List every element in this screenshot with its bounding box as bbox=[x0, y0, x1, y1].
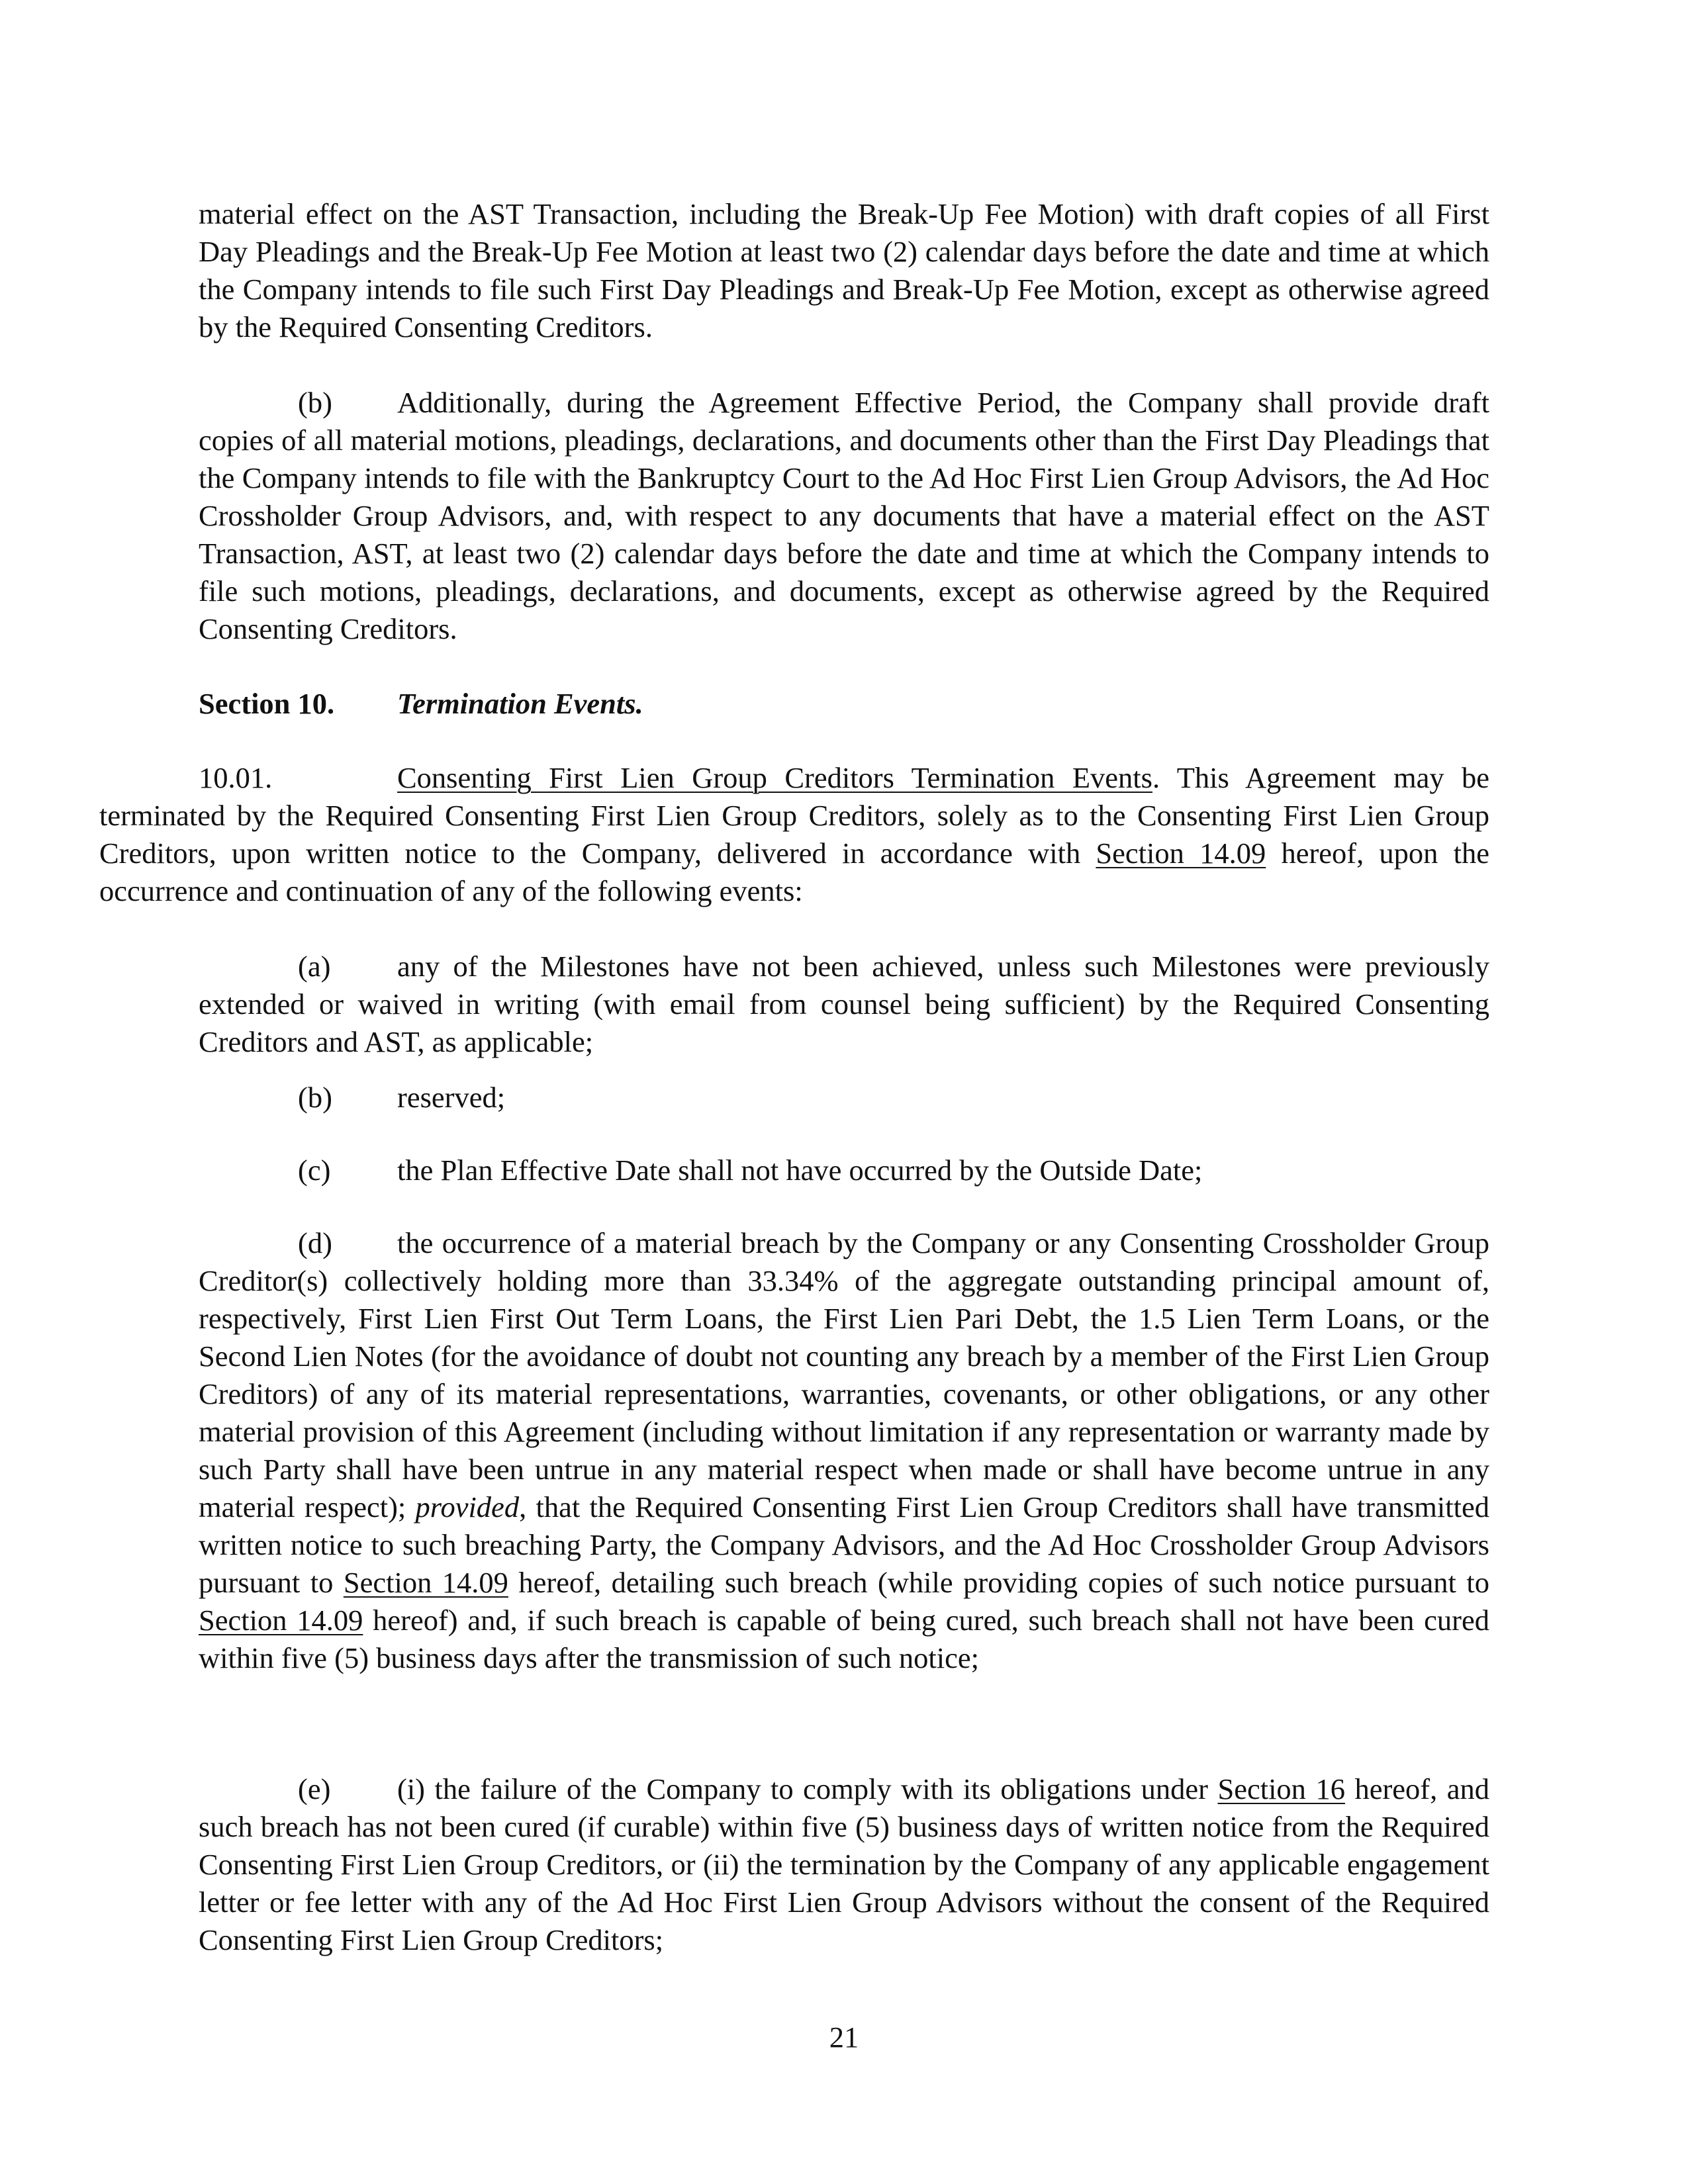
item-d bbox=[199, 1224, 1489, 1677]
section-title: Termination Events. bbox=[397, 687, 643, 720]
subsection-title: Consenting First Lien Group Creditors Termination Events bbox=[397, 761, 1152, 794]
subsection-number: 10.01. bbox=[199, 761, 273, 794]
subsection-text-b: hereof, upon the occurrence and continuation of any of the following events: bbox=[99, 837, 1489, 907]
section-reference: Section 14.09 bbox=[1096, 837, 1266, 870]
item-label: (e) bbox=[298, 1772, 331, 1805]
paragraph-text: Additionally, during the Agreement Effective Period, the Company shall provide draft copies of all material motions, pleadings, declarations, and documents other than the First Day Pleadings that the Company intends to file with the Bankruptcy Court to the Ad Hoc First Lien Group Advisors, the Ad Hoc Crossholder Group Advisors, and, with respect to any documents that have a material effect on the AST Transaction, AST, at least two (2) calendar days before the date and time at which the Company intends to file such motions, pleadings, declarations, and documents, except as otherwise agreed by the Required Consenting Creditors. bbox=[199, 386, 1489, 645]
item-label: (d) bbox=[298, 1226, 332, 1259]
item-text: reserved; bbox=[397, 1081, 506, 1114]
provided-term: provided bbox=[415, 1490, 520, 1524]
page-number: 21 bbox=[829, 2021, 859, 2054]
item-text-b: hereof, and such breach has not been cured (if curable) within five (5) business days of written notice from the Required Consenting First Lien Group Creditors, or (ii) the termination by the Company of any applicable engagement letter or fee letter with any of the Ad Hoc First Lien Group Advisors without the consent of the Required Consenting First Lien Group Creditors; bbox=[199, 1772, 1489, 1956]
paragraph-label: (b) bbox=[298, 386, 332, 419]
item-text-b: , that the Required Consenting First Lien Group Creditors shall have transmitted written notice to such breaching Party, the Company Advisors, and the Ad Hoc Crossholder Group Advisors pursuant to bbox=[199, 1490, 1489, 1599]
item-text-a: (i) the failure of the Company to comply with its obligations under bbox=[397, 1772, 1218, 1805]
subsection-text-a: . This Agreement may be terminated by the Required Consenting First Lien Group Creditors, solely as to the Consenting First Lien Group Creditors, upon written notice to the Company, delivered in accordance with bbox=[99, 761, 1490, 870]
item-label: (a) bbox=[298, 950, 331, 983]
paragraph-b bbox=[199, 384, 1489, 648]
section-reference: Section 16 bbox=[1217, 1772, 1345, 1805]
item-label: (b) bbox=[298, 1081, 332, 1114]
paragraph-text: material effect on the AST Transaction, including the Break-Up Fee Motion) with draft copies of all First Day Pleadings and the Break-Up Fee Motion at least two (2) calendar days before the date and time at which the Company intends to file such First Day Pleadings and Break-Up Fee Motion, except as otherwise agreed by the Required Consenting Creditors. bbox=[199, 197, 1489, 343]
item-text-d: hereof) and, if such breach is capable of being cured, such breach shall not have been cured within five (5) business days after the transmission of such notice; bbox=[199, 1604, 1490, 1674]
section-reference: Section 14.09 bbox=[199, 1604, 363, 1637]
item-text: any of the Milestones have not been achieved, unless such Milestones were previously extended or waived in writing (with email from counsel being sufficient) by the Required Consenting Creditors and AST, as applicable; bbox=[199, 950, 1489, 1058]
item-b bbox=[199, 1079, 1489, 1116]
paragraph-continuation bbox=[199, 195, 1489, 346]
section-reference: Section 14.09 bbox=[343, 1566, 508, 1599]
item-label: (c) bbox=[298, 1154, 331, 1187]
item-text-a: the occurrence of a material breach by the Company or any Consenting Crossholder Group Creditor(s) collectively holding more than 33.34% of the aggregate outstanding principal amount of, respectively, First Lien First Out Term Loans, the First Lien Pari Debt, the 1.5 Lien Term Loans, or the Second Lien Notes (for the avoidance of doubt not counting any breach by a member of the First Lien Group Creditors) of any of its material representations, warranties, covenants, or other obligations, or any other material provision of this Agreement (including without limitation if any representation or warranty made by such Party shall have been untrue in any material respect when made or shall have become untrue in any material respect); bbox=[199, 1226, 1489, 1524]
subsection-10-01 bbox=[99, 759, 1489, 910]
item-a bbox=[199, 948, 1489, 1061]
item-e bbox=[199, 1770, 1489, 1959]
item-c bbox=[199, 1152, 1489, 1189]
section-number: Section 10. bbox=[199, 687, 335, 720]
section-heading bbox=[199, 685, 643, 723]
item-text: the Plan Effective Date shall not have occurred by the Outside Date; bbox=[397, 1154, 1203, 1187]
item-text-c: hereof, detailing such breach (while providing copies of such notice pursuant to bbox=[508, 1566, 1489, 1599]
